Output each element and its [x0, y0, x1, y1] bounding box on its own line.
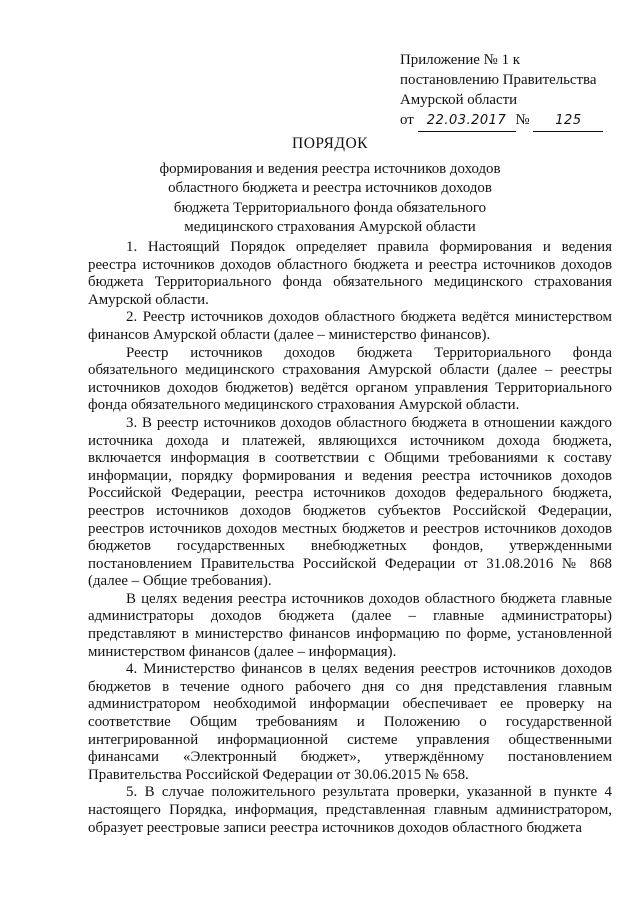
appendix-block: [400, 50, 630, 132]
handwritten-number: 125: [533, 111, 603, 132]
appendix-date-line: [400, 110, 630, 132]
paragraph-5: В целях ведения реестра источников доходов областного бюджета главные администраторы доходов бюджета (далее – главные администраторы) представляют в министерство финансов информацию по форме, установленной министерством финансов (далее – информация).: [88, 590, 612, 660]
appendix-line-2: постановлению Правительства: [400, 72, 597, 88]
date-prefix: от: [400, 112, 414, 128]
paragraph-1: 1. Настоящий Порядок определяет правила формирования и ведения реестра источников доходов областного бюджета и реестра источников доходов бюджета Территориального фонда обязательного медицинского страхования Амурской области.: [88, 239, 612, 308]
paragraph-7: 5. В случае положительного результата проверки, указанной в пункте 4 настоящего Порядка, информация, представленная главным администратором, образует реестровые записи реестра источников доходов областного бюджета: [88, 784, 612, 836]
subtitle-line-1: формирования и ведения реестра источников доходов: [159, 160, 501, 177]
subtitle-line-2: областного бюджета и реестра источников доходов: [168, 180, 492, 197]
paragraph-2: 2. Реестр источников доходов областного бюджета ведётся министерством финансов Амурской области (далее – министерство финансов).: [88, 309, 612, 343]
subtitle-line-3: бюджета Территориального фонда обязательного: [173, 199, 487, 216]
paragraph-3: Реестр источников доходов бюджета Территориального фонда обязательного медицинского страхования Амурской области (далее – реестры источников доходов бюджетов) ведётся органом управления Территориального фонда обязательного медицинского страхования Амурской области.: [88, 344, 612, 414]
document-title: ПОРЯДОК: [292, 135, 368, 152]
appendix-line-1: Приложение № 1 к: [400, 52, 520, 68]
subtitle-line-4: медицинского страхования Амурской области: [184, 219, 476, 236]
paragraph-4: 3. В реестр источников доходов областного бюджета в отношении каждого источника дохода и платежей, являющихся источником дохода бюджета, включается информация в соответствии с Общими требованиями к составу информации, порядку формирования и ведения реестра источников доходов Российской Федерации, реестра источников доходов федерального бюджета, реестров источников доходов бюджетов субъектов Российской Федерации, реестров источников доходов местных бюджетов и реестров источников доходов бюджетов государственных внебюджетных фондов, утвержденными постановлением Правительства Российской Федерации от 31.08.2016 № 868 (далее – Общие требования).: [88, 414, 612, 590]
title-block: [80, 135, 580, 238]
handwritten-date: 22.03.2017: [418, 111, 516, 132]
document-body: [88, 239, 612, 837]
paragraph-6: 4. Министерство финансов в целях ведения реестров источников доходов бюджетов в течение одного рабочего дня со дня представления главным администратором необходимой информации обеспечивает ее проверку на соответствие Общим требованиям и Положению о государственной интегрированной информационной системе управления общественными финансами «Электронный бюджет», утверждённому постановлением Правительства Российской Федерации от 30.06.2015 № 658.: [88, 661, 612, 783]
number-sign: №: [515, 112, 530, 128]
appendix-line-3: Амурской области: [400, 92, 518, 108]
